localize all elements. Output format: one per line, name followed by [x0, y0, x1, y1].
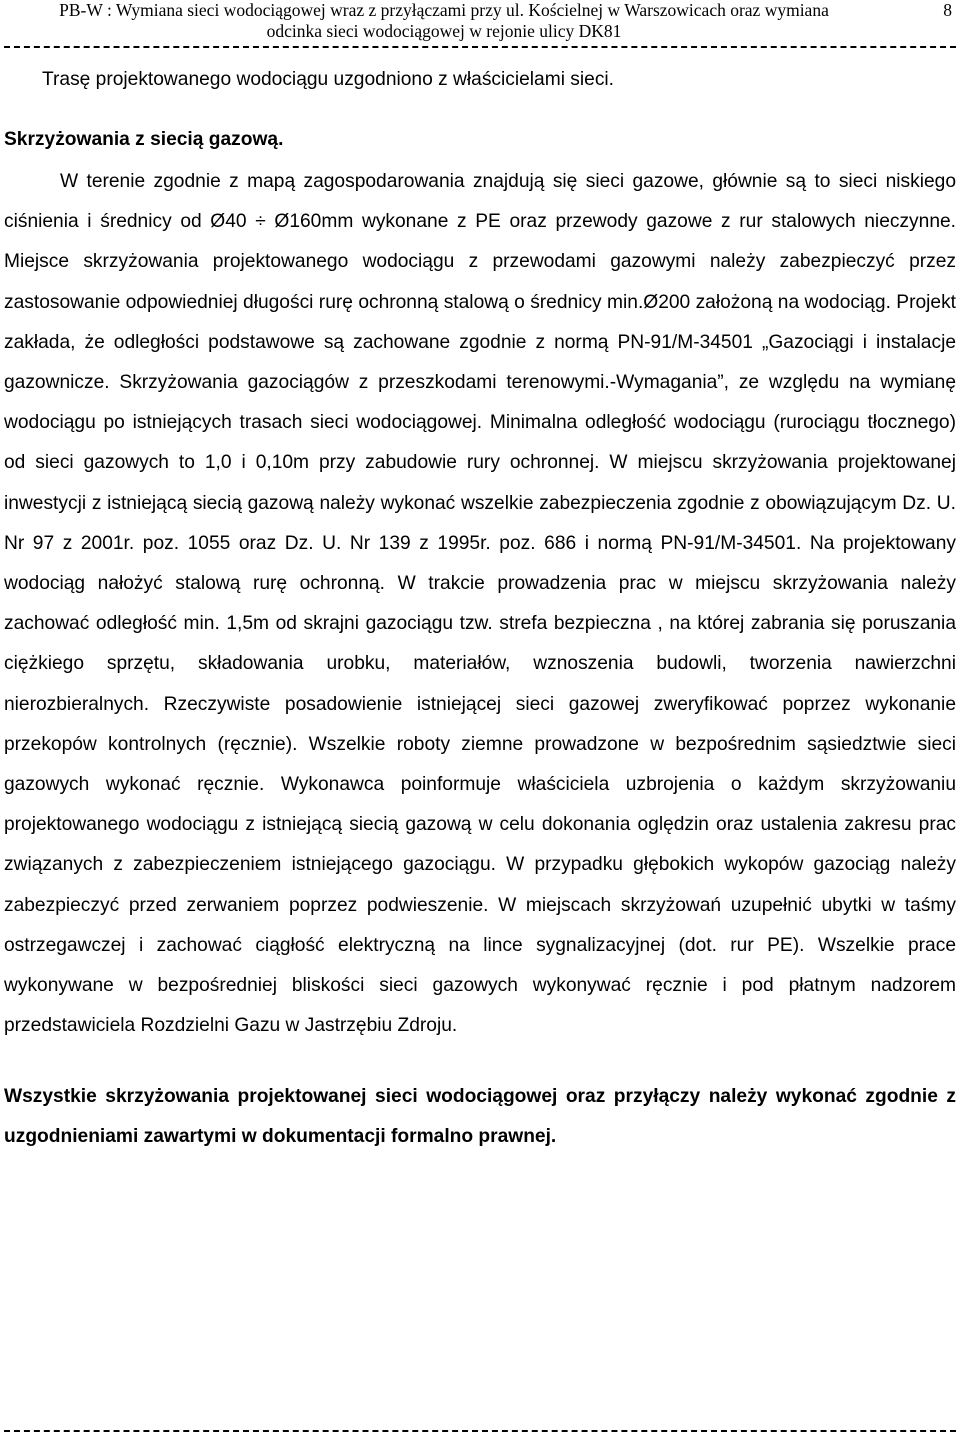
final-statement: Wszystkie skrzyżowania projektowanej sieci wodociągowej oraz przyłączy należy wykonać zgodnie z uzgodnieniami zawartymi w dokumentacji formalno prawnej. — [4, 1086, 956, 1148]
route-agreement-text: Trasę projektowanego wodociągu uzgodniono z właścicielami sieci. — [42, 69, 615, 90]
header-divider — [4, 46, 956, 48]
header-title: PB-W : Wymiana sieci wodociągowej wraz z przyłączami przy ul. Kościelnej w Warszowicach oraz wymiana — [59, 0, 829, 20]
page-header — [4, 0, 956, 44]
page-number: 8 — [943, 0, 952, 20]
footer-divider — [4, 1430, 956, 1432]
header-subtitle: odcinka sieci wodociągowej w rejonie ulicy DK81 — [266, 21, 622, 41]
document-body — [4, 58, 956, 1157]
section-heading: Skrzyżowania z siecią gazową. — [4, 129, 284, 150]
gas-crossing-paragraph: W terenie zgodnie z mapą zagospodarowania znajdują się sieci gazowe, głównie są to sieci niskiego ciśnienia i średnicy od Ø40 ÷ Ø160mm wykonane z PE oraz przewody gazowe z rur stalowych nieczynne. Miejsce skrzyżowania projektowanego wodociągu z przewodami gazowymi należy zabezpieczyć przez zastosowanie odpowiedniej długości rurę ochronną stalową o średnicy min.Ø200 założoną na wodociąg. Projekt zakłada, że odległości podstawowe są zachowane zgodnie z normą PN-91/M-34501 „Gazociągi i instalacje gazownicze. Skrzyżowania gazociągów z przeszkodami terenowymi.-Wymagania”, ze względu na wymianę wodociągu po istniejących trasach sieci wodociągowej. Minimalna odległość wodociągu (rurociągu tłocznego) od sieci gazowych to 1,0 i 0,10m przy zabudowie rury ochronnej. W miejscu skrzyżowania projektowanej inwestycji z istniejącą siecią gazową należy wykonać wszelkie zabezpieczenia zgodnie z obowiązującym Dz. U. Nr 97 z 2001r. poz. 1055 oraz Dz. U. Nr 139 z 1995r. poz. 686 i normą PN-91/M-34501. Na projektowany wodociąg nałożyć stalową rurę ochronną. W trakcie prowadzenia prac w miejscu skrzyżowania należy zachować odległość min. 1,5m od skrajni gazociągu tzw. strefa bezpieczna , na której zabrania się poruszania ciężkiego sprzętu, składowania urobku, materiałów, wznoszenia budowli, tworzenia nawierzchni nierozbieralnych. Rzeczywiste posadowienie istniejącej sieci gazowej zweryfikować poprzez wykonanie przekopów kontrolnych (ręcznie). Wszelkie roboty ziemne prowadzone w bezpośrednim sąsiedztwie sieci gazowych wykonać ręcznie. Wykonawca poinformuje właściciela uzbrojenia o każdym skrzyżowaniu projektowanego wodociągu z istniejącą siecią gazową w celu dokonania oględzin oraz ustalenia zakresu prac związanych z zabezpieczeniem istniejącego gazociągu. W przypadku głębokich wykopów gazociąg należy zabezpieczyć przed zerwaniem poprzez podwieszenie. W miejscach skrzyżowań uzupełnić ubytki w taśmy ostrzegawczej i zachować ciągłość elektryczną na lince sygnalizacyjnej (dot. rur PE). Wszelkie prace wykonywane w bezpośredniej bliskości sieci gazowych wykonywać ręcznie i pod płatnym nadzorem przedstawiciela Rozdzielni Gazu w Jastrzębiu Zdroju. — [4, 171, 956, 1037]
